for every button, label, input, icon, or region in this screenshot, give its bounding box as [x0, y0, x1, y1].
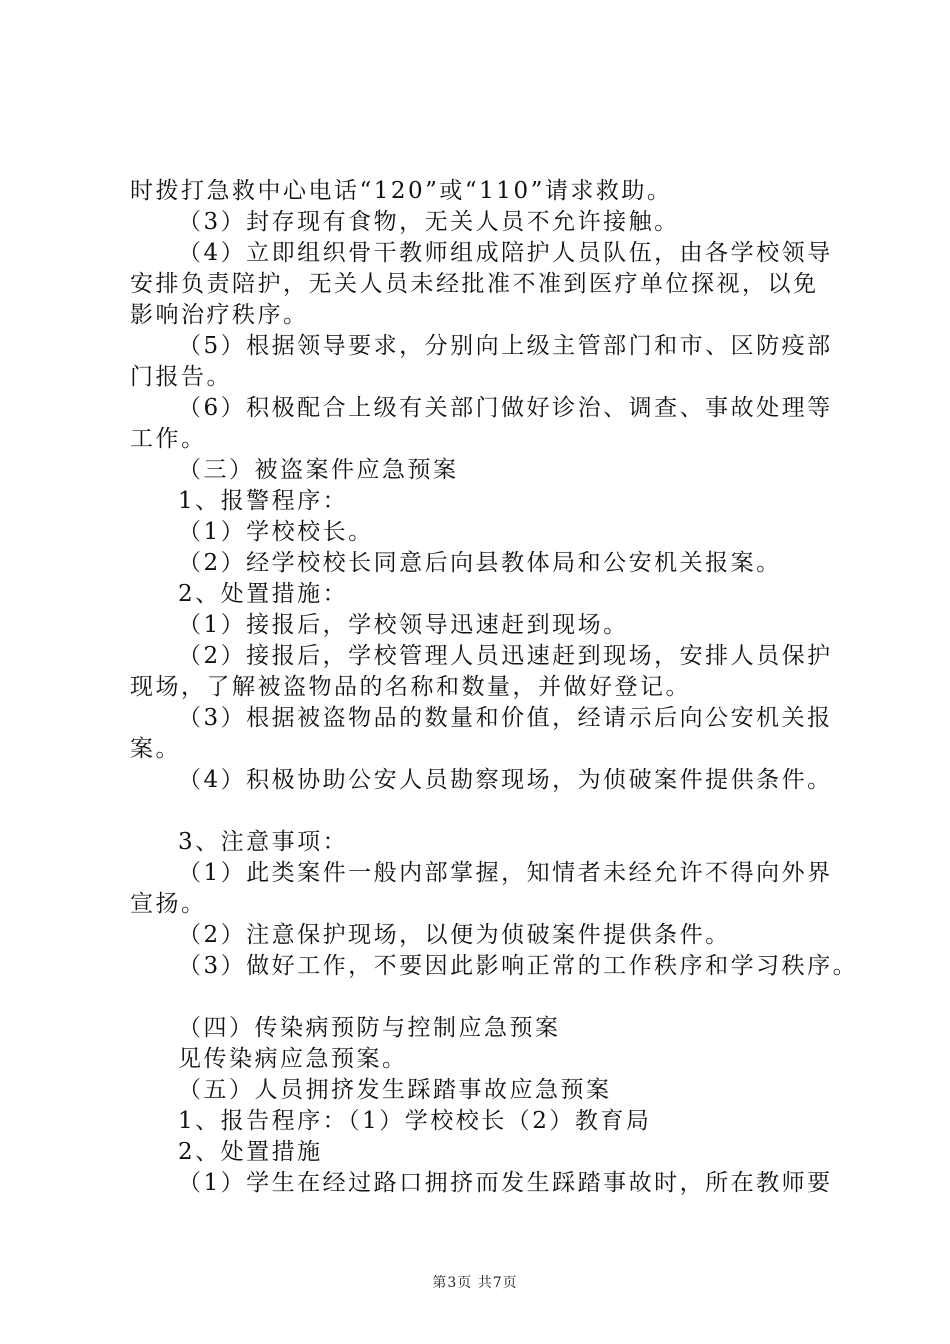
text-line: 案。 [130, 736, 181, 762]
section-heading: （三）被盗案件应急预案 [178, 457, 459, 483]
text-line: （1）学生在经过路口拥挤而发生踩踏事故时，所在教师要 [178, 1170, 833, 1196]
text-line: （1）接报后，学校领导迅速赶到现场。 [178, 612, 629, 638]
text-line: （3）封存现有食物，无关人员不允许接触。 [178, 209, 680, 235]
text-line: （3）根据被盗物品的数量和价值，经请示后向公安机关报 [178, 705, 833, 731]
text-line: 宣扬。 [130, 891, 207, 917]
section-heading: （四）传染病预防与控制应急预案 [178, 1015, 561, 1041]
text-line: （4）立即组织骨干教师组成陪护人员队伍，由各学校领导 [178, 240, 833, 266]
subsection-heading: 2、处置措施 [178, 1139, 323, 1165]
text-line: 见传染病应急预案。 [178, 1046, 408, 1072]
page-number-footer: 第3页 共7页 [432, 1275, 518, 1291]
text-line: （2）注意保护现场，以便为侦破案件提供条件。 [178, 922, 731, 948]
text-line: （2）经学校校长同意后向县教体局和公安机关报案。 [178, 550, 782, 576]
subsection-heading: 2、处置措施： [178, 581, 349, 607]
text-line: （4）积极协助公安人员勘察现场，为侦破案件提供条件。 [178, 767, 833, 793]
subsection-heading: 3、注意事项： [178, 829, 349, 855]
text-line: （5）根据领导要求，分别向上级主管部门和市、区防疫部 [178, 333, 833, 359]
text-line: （1）此类案件一般内部掌握，知情者未经允许不得向外界 [178, 860, 833, 886]
text-line: 门报告。 [130, 364, 232, 390]
text-line: （2）接报后，学校管理人员迅速赶到现场，安排人员保护 [178, 643, 833, 669]
text-line: 现场，了解被盗物品的名称和数量，并做好登记。 [130, 674, 691, 700]
text-line: （3）做好工作，不要因此影响正常的工作秩序和学习秩序。 [178, 953, 859, 979]
section-heading: （五）人员拥挤发生踩踏事故应急预案 [178, 1077, 612, 1103]
text-line: （1）学校校长。 [178, 519, 374, 545]
text-line: （6）积极配合上级有关部门做好诊治、调查、事故处理等 [178, 395, 833, 421]
subsection-heading: 1、报警程序： [178, 488, 349, 514]
text-line: 影响治疗秩序。 [130, 302, 309, 328]
text-line: 时拨打急救中心电话“120”或“110”请求救助。 [130, 178, 673, 204]
text-line: 工作。 [130, 426, 207, 452]
subsection-heading: 1、报告程序：（1）学校校长（2）教育局 [178, 1108, 652, 1134]
text-line: 安排负责陪护，无关人员未经批准不准到医疗单位探视，以免 [130, 271, 819, 297]
